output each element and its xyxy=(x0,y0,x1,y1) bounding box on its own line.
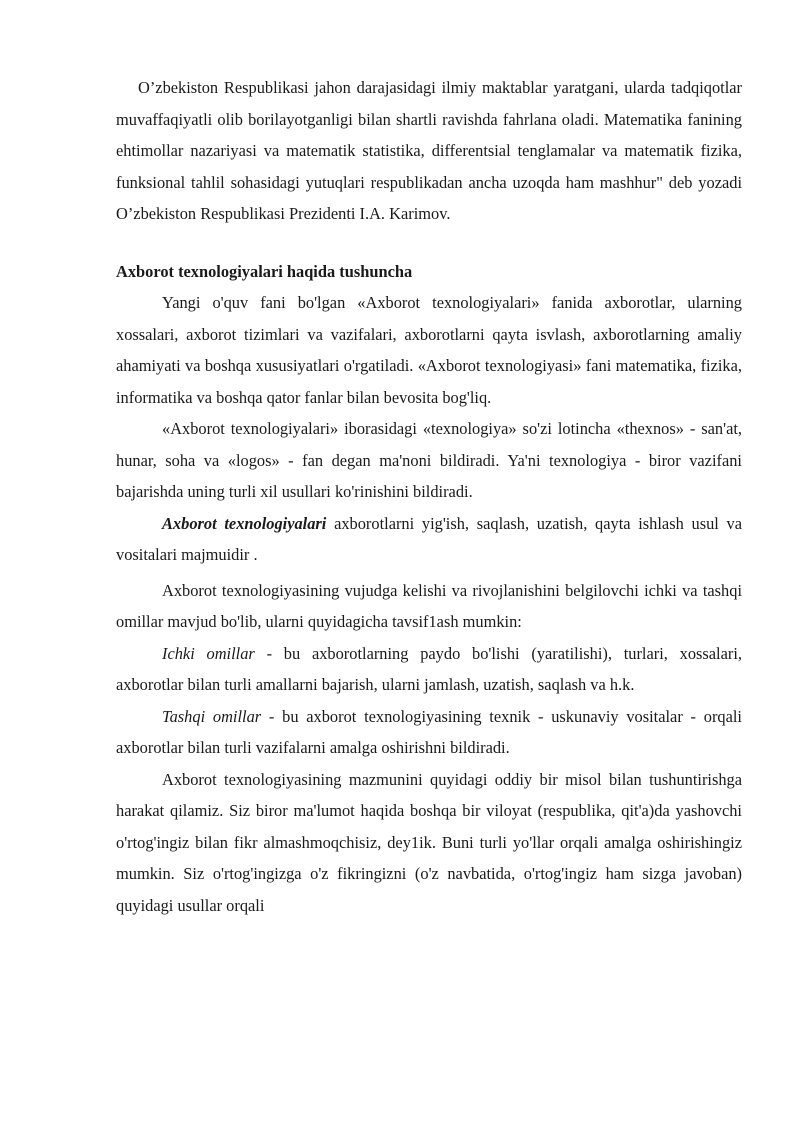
paragraph-definition xyxy=(116,508,742,571)
intro-paragraph: O’zbekiston Respublikasi jahon darajasidagi ilmiy maktablar yaratgani, ularda tadqiqotlar muvaffaqiyatli olib borilayotganligi bilan shartli ravishda fahrlana oladi. Matematika fanining ehtimollar nazariyasi va matematik statistika, differentsial tenglamalar va matematik fizika, funksional tahlil sohasidagi yutuqlari respublikadan ancha uzoqda ham mashhur" deb yozadi O’zbekiston Respublikasi Prezidenti I.A. Karimov. xyxy=(116,78,742,223)
external-factors-term: Tashqi omillar xyxy=(162,706,262,726)
paragraph-etymology: «Axborot texnologiyalari» iborasidagi «texnologiya» so'zi lotincha «thexnos» - san'at, hunar, soha va «logos» - fan degan ma'noni bildiradi. Ya'ni texnologiya - biror vazifani bajarishda uning turli xil usullari ko'rinishini bildiradi. xyxy=(116,419,742,501)
document-page xyxy=(116,72,742,921)
internal-factors-text: - bu axborotlarning paydo bo'lishi (yaratilishi), turlari, xossalari, axborotlar bilan turli amallarni bajarish, ularni jamlash, uzatish, saqlash va h.k. xyxy=(116,643,742,694)
section-heading: Axborot texnologiyalari haqida tushuncha xyxy=(116,261,413,281)
internal-factors-term: Ichki omillar xyxy=(162,643,255,663)
definition-text: axborotlarni yig'ish, saqlash, uzatish, qayta ishlash usul va vositalari majmuidir . xyxy=(116,513,743,564)
paragraph-external-factors xyxy=(116,701,742,764)
paragraph-example: Axborot texnologiyasining mazmunini quyidagi oddiy bir misol bilan tushuntirishga harakat qilamiz. Siz biror ma'lumot haqida boshqa bir viloyat (respublika, qit'a)da yashovchi o'rtog'ingiz bilan fikr almashmoqchisiz, dey1ik. Buni turli yo'llar orqali amalga oshirishingiz mumkin. Siz o'rtog'ingizga o'z fikringizni (o'z navbatida, o'rtog'ingiz ham sizga javoban) quyidagi usullar orqali xyxy=(116,769,742,915)
paragraph-new-subject: Yangi o'quv fani bo'lgan «Axborot texnologiyalari» fanida axborotlar, ularning xossalari, axborot tizimlari va vazifalari, axborotlarni qayta isvlash, axborotlarning amaliy ahamiyati va boshqa xususiyatlari o'rgatiladi. «Axborot texnologiyasi» fani matematika, fizika, informatika va boshqa qator fanlar bilan bevosita bog'liq. xyxy=(116,293,742,407)
paragraph-factors: Axborot texnologiyasining vujudga kelishi va rivojlanishini belgilovchi ichki va tashqi omillar mavjud bo'lib, ularni quyidagicha tavsif1ash mumkin: xyxy=(116,580,742,631)
definition-term: Axborot texnologiyalari xyxy=(162,513,327,533)
paragraph-internal-factors xyxy=(116,638,742,701)
external-factors-text: - bu axborot texnologiyasining texnik - uskunaviy vositalar - orqali axborotlar bilan turli vazifalarni amalga oshirishni bildiradi. xyxy=(116,706,742,757)
